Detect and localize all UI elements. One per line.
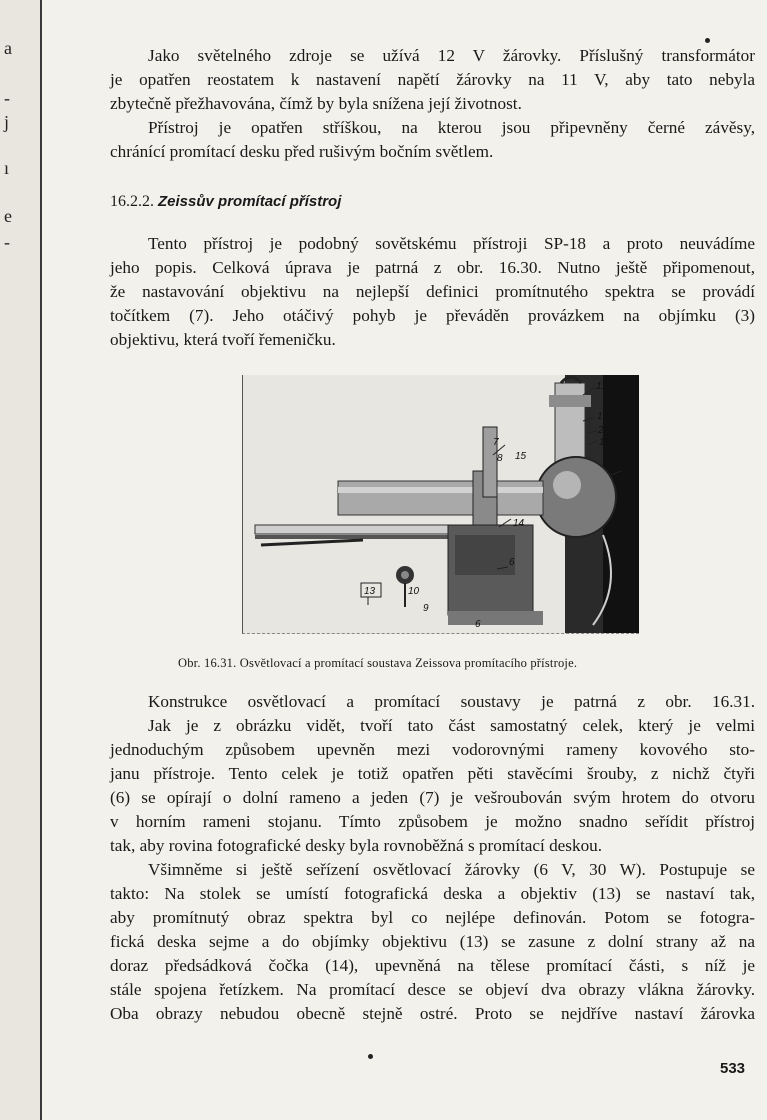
text-line: v horním rameni stojanu. Tímto způsobem je možno snadno seřídit přístroj [110, 812, 755, 831]
body-paragraph [110, 690, 755, 1026]
figure-label: 10 [408, 586, 420, 597]
figure-photo [242, 375, 639, 634]
section-paragraph [110, 232, 755, 352]
text-line: zbytečně přežhavována, čímž by byla snížena její životnost. [110, 94, 522, 113]
text-line: Všimněme si ještě seřízení osvětlovací žárovky (6 V, 30 W). Postupuje se [148, 860, 755, 879]
text-line: Přístroj je opatřen stříškou, na kterou jsou připevněny černé závěsy, [148, 118, 755, 137]
section-number: 16.2.2. [110, 193, 154, 210]
section-title: Zeissův promítací přístroj [158, 193, 342, 210]
figure-label: 13 [364, 586, 376, 597]
spill-char: j [4, 112, 10, 132]
figure-label: 16 [599, 437, 611, 448]
text-line: Oba obrazy nebudou obecně stejně ostré. Proto se nejdříve nastaví žárovka [110, 1004, 755, 1023]
text-line: Tento přístroj je podobný sovětskému přístroji SP-18 a proto neuvádíme [148, 234, 755, 253]
text-line: jeho popis. Celková úprava je patrná z obr. 16.30. Nutno ještě připomenout, [110, 258, 755, 277]
speck [705, 38, 710, 43]
text-line: takto: Na stolek se umístí fotografická deska a objektiv (13) se nastaví tak, [110, 884, 755, 903]
spill-char: - [4, 88, 10, 108]
figure-caption: Obr. 16.31. Osvětlovací a promítací soustava Zeissova promítacího přístroje. [178, 656, 578, 670]
text-line: objektivu, která tvoří řemeničku. [110, 330, 336, 349]
text-line: Jako světelného zdroje se užívá 12 V žárovky. Příslušný transformátor [148, 46, 755, 65]
spill-char: e [4, 206, 12, 226]
figure-label: 9 [423, 603, 429, 614]
figure-label: 8 [497, 453, 503, 464]
spill-char: - [4, 232, 10, 252]
binding-edge [40, 0, 42, 1120]
figure-label: 7 [493, 437, 499, 448]
figure-label: 6 [509, 557, 515, 568]
text-line: fická deska sejme a do objímky objektivu (13) se zasune z dolní strany až na [110, 932, 755, 951]
text-line: Konstrukce osvětlovací a promítací soustavy je patrná z obr. 16.31. [148, 692, 755, 711]
figure-label: 14 [513, 518, 525, 529]
spill-char: a [4, 38, 12, 58]
text-line: janu přístroje. Tento celek je totiž opatřen pěti stavěcími šrouby, z nichž čtyři [110, 764, 755, 783]
text-line: aby promítnutý obraz spektra byl co nejlépe definován. Potom se fotogra- [110, 908, 755, 927]
text-line: točítkem (7). Jeho otáčivý pohyb je převáděn provázkem na objímku (3) [110, 306, 755, 325]
text-line: doraz předsádková čočka (14), upevněná na tělese promítací části, s níž je [110, 956, 755, 975]
page-number: 533 [720, 1060, 746, 1077]
text-line: tak, aby rovina fotografické desky byla rovnoběžná s promítací deskou. [110, 836, 603, 855]
text-line: stále spojena řetízkem. Na promítací desce se objeví dva obrazy vlákna žárovky. [110, 980, 755, 999]
figure-label: 17 [597, 411, 609, 422]
spill-char: ı [4, 158, 10, 178]
text-line: Jak je z obrázku vidět, tvoří tato část samostatný celek, který je velmi [148, 716, 755, 735]
intro-paragraph [110, 44, 755, 164]
text-line: jednoduchým způsobem upevněn mezi vodorovnými rameny kovového sto- [110, 740, 755, 759]
apparatus-illustration [243, 375, 639, 633]
figure-label: 22 [621, 465, 633, 476]
text-line: že nastavování objektivu na nejlepší definici promítnutého spektra se provádí [110, 282, 755, 301]
figure-label: 11 [596, 381, 607, 392]
text-line: je opatřen reostatem k nastavení napětí žárovky na 11 V, aby tato nebyla [110, 70, 755, 89]
figure-label: 15 [515, 451, 527, 462]
speck [368, 1054, 373, 1059]
figure-label: 6 [475, 619, 481, 630]
text-line: chránící promítací desku před rušivým bočním světlem. [110, 142, 494, 161]
section-heading [110, 193, 341, 211]
text-line: (6) se opírají o dolní rameno a jeden (7) je vešroubován svým hrotem do otvoru [110, 788, 755, 807]
figure-label: 21 [598, 425, 610, 436]
